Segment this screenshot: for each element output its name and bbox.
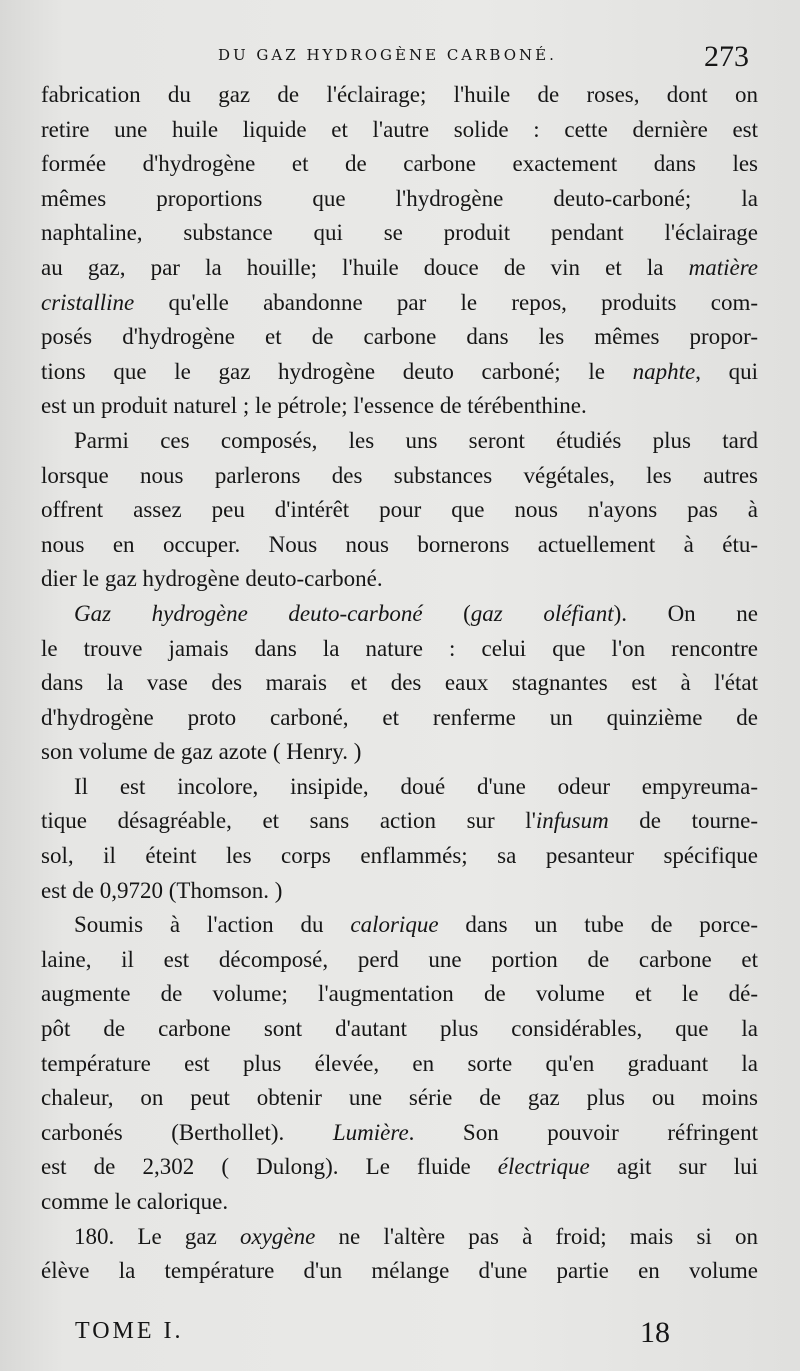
text-line: tions que le gaz hydrogène deuto carboné; le naphte, qui xyxy=(41,358,759,384)
italic-term: calorique xyxy=(350,912,439,938)
text-line: chaleur, on peut obtenir une série de gaz plus ou moins xyxy=(41,1085,758,1111)
text-line: fabrication du gaz de l'éclairage; l'huile de roses, dont on xyxy=(41,82,758,107)
signature-number: 18 xyxy=(640,1316,670,1349)
text-line: tique désagréable, et sans action sur l'infusum de tourne- xyxy=(41,808,758,834)
italic-term: Gaz hydrogène deuto-carboné xyxy=(74,600,423,626)
text-line: 180. Le gaz oxygène ne l'altère pas à froid; mais si on xyxy=(74,1223,758,1249)
text-line: laine, il est décomposé, perd une portion de carbone et xyxy=(41,946,758,972)
text-line: Soumis à l'action du calorique dans un tube de porce- xyxy=(74,912,758,938)
text-line: son volume de gaz azote ( Henry. ) xyxy=(41,739,362,765)
text-line: nous en occuper. Nous nous bornerons actuellement à étu- xyxy=(41,531,758,557)
text-line: pôt de carbone sont d'autant plus considérables, que la xyxy=(41,1016,758,1042)
italic-term: gaz oléfiant xyxy=(470,600,614,626)
text-line: comme le calorique. xyxy=(41,1189,229,1214)
signature-mark: TOME I. xyxy=(75,1318,184,1344)
text-line: au gaz, par la houille; l'huile douce de vin et la matière xyxy=(41,254,758,280)
text-line: cristalline qu'elle abandonne par le repos, produits com- xyxy=(41,289,758,315)
page-footer xyxy=(0,1318,800,1358)
text-line: retire une huile liquide et l'autre solide : cette dernière est xyxy=(41,116,758,142)
italic-term: infusum xyxy=(535,808,609,834)
italic-term: électrique xyxy=(497,1154,590,1180)
italic-term: Lumière xyxy=(332,1119,409,1145)
text-line: formée d'hydrogène et de carbone exactement dans les xyxy=(41,151,758,177)
text-line: posés d'hydrogène et de carbone dans les mêmes propor- xyxy=(41,324,758,350)
page-number: 273 xyxy=(704,40,749,73)
text-line: augmente de volume; l'augmentation de volume et le dé- xyxy=(41,981,758,1007)
text-line: est de 0,9720 (Thomson. ) xyxy=(41,877,283,903)
text-line: d'hydrogène proto carboné, et renferme un quinzième de xyxy=(41,704,758,730)
text-line: sol, il éteint les corps enflammés; sa pesanteur spécifique xyxy=(41,843,758,869)
text-line: est de 2,302 ( Dulong). Le fluide électrique agit sur lui xyxy=(41,1154,758,1180)
text-line: lorsque nous parlerons des substances végétales, les autres xyxy=(41,462,758,488)
text-line: Parmi ces composés, les uns seront étudiés plus tard xyxy=(74,427,758,453)
text-line: température est plus élevée, en sorte qu'en graduant la xyxy=(41,1050,758,1076)
text-line: Gaz hydrogène deuto-carboné (gaz oléfiant). On ne xyxy=(74,600,758,626)
text-line: carbonés (Berthollet). Lumière. Son pouvoir réfringent xyxy=(41,1119,759,1145)
text-line: offrent assez peu d'intérêt pour que nous n'ayons pas à xyxy=(41,497,758,523)
italic-term: oxygène xyxy=(240,1223,316,1249)
text-line: dans la vase des marais et des eaux stagnantes est à l'état xyxy=(41,670,758,696)
text-line: est un produit naturel ; le pétrole; l'essence de térébenthine. xyxy=(41,393,587,419)
text-line: dier le gaz hydrogène deuto-carboné. xyxy=(41,566,383,592)
italic-term: cristalline xyxy=(41,289,135,315)
running-title: DU GAZ HYDROGÈNE CARBONÉ. xyxy=(218,46,557,64)
text-line: le trouve jamais dans la nature : celui que l'on rencontre xyxy=(41,635,758,661)
running-head xyxy=(0,40,800,74)
text-line: Il est incolore, insipide, doué d'une odeur empyreuma- xyxy=(74,773,758,799)
text-line: élève la température d'un mélange d'une partie en volume xyxy=(41,1258,758,1284)
italic-term: naphte xyxy=(632,358,696,384)
text-line: mêmes proportions que l'hydrogène deuto-carboné; la xyxy=(41,185,758,211)
italic-term: matière xyxy=(688,254,758,280)
text-line: naphtaline, substance qui se produit pendant l'éclairage xyxy=(41,220,758,246)
body-text xyxy=(41,78,758,1289)
